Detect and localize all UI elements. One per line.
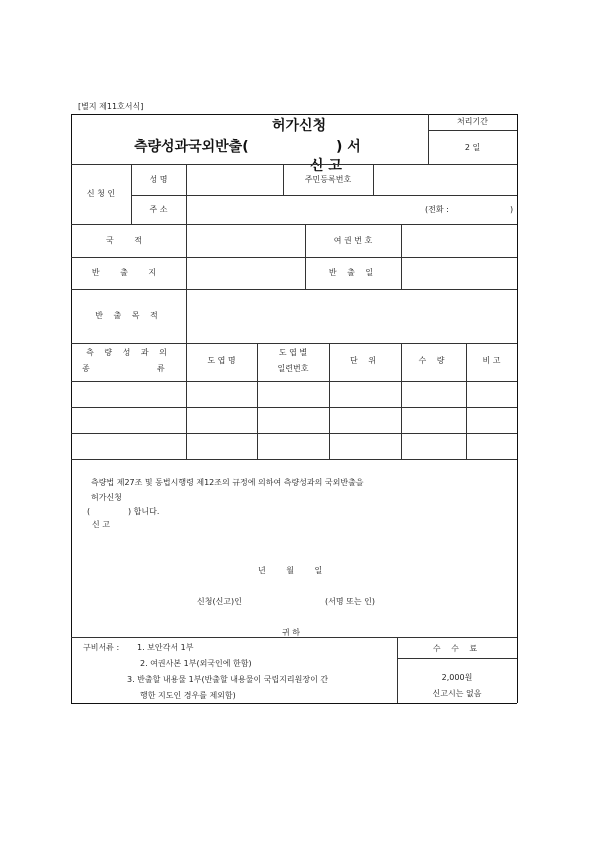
resident-number-label: 주민등록번호 [304,175,352,184]
header-quantity: 수 량 [418,356,449,365]
processing-value: 2 일 [464,143,481,152]
applicant-sign-label: 신청(신고)인 [197,597,242,606]
export-purpose-label: 반 출 목 적 [95,311,162,320]
form-title: 측량성과국외반출( [134,139,249,155]
fee-note: 신고시는 없음 [432,689,482,698]
declaration-line3b: ) 합니다. [128,507,160,516]
table-row[interactable] [72,408,516,432]
title-line3: 신 고 [310,158,342,174]
phone-close: ) [510,205,514,214]
name-field[interactable] [187,165,282,194]
name-label: 성 명 [149,175,168,184]
header-kind-line1: 측 량 성 과 의 [86,348,171,357]
processing-label: 처리기간 [457,117,488,126]
nationality-label: 국 적 [106,236,151,245]
header-kind-line2b: 류 [157,364,165,373]
addressee: 귀 하 [282,628,300,637]
nationality-field[interactable] [187,225,304,256]
header-kind-line2a: 종 [82,364,90,373]
applicant-name-field[interactable] [260,594,322,608]
title-line1: 허가신청 [272,118,327,134]
applicant-label: 신 청 인 [86,189,116,198]
table-row[interactable] [72,434,516,458]
resident-number-field[interactable] [374,165,516,194]
header-map-serial-line2: 일련번호 [277,364,309,373]
declaration-line4: 신 고 [92,520,110,529]
header-map-serial-line1: 도 엽 별 [278,348,308,357]
form-number: [별지 제11호서식] [78,102,144,111]
passport-field[interactable] [402,225,516,256]
header-unit: 단 위 [350,356,380,365]
form-title-suffix: ) 서 [336,139,361,155]
declaration-line3a: ( [87,507,91,516]
documents-prefix: 구비서류 : [83,643,120,652]
table-row[interactable] [72,382,516,406]
signature-label: (서명 또는 인) [325,597,375,606]
document-item-1: 1. 보안각서 1부 [137,643,194,652]
title-line3-clip [300,157,360,174]
declaration-line2: 허가신청 [91,493,122,502]
export-date-label: 반 출 일 [328,268,378,277]
export-place-label: 반 출 지 [91,268,166,277]
fee-label: 수 수 료 [432,644,482,653]
export-place-field[interactable] [187,258,304,288]
document-item-3-line1: 3. 반출할 내용물 1부(반출할 내용물이 국립지리원장이 간 [127,675,329,684]
header-remarks: 비 고 [482,356,501,365]
declaration-line1: 측량법 제27조 및 동법시행령 제12조의 규정에 의하여 측량성과의 국외반출을 [91,478,364,487]
address-field[interactable] [187,196,422,223]
document-item-2: 2. 여권사본 1부(외국인에 한함) [140,659,252,668]
phone-label: (전화 : [425,205,449,214]
export-date-field[interactable] [402,258,516,288]
passport-label: 여 권 번 호 [333,236,373,245]
address-label: 주 소 [149,205,168,214]
application-date: 년 월 일 [258,566,332,575]
document-item-3-line2: 행한 지도인 경우를 제외함) [140,691,236,700]
export-purpose-field[interactable] [187,290,516,342]
header-map-name: 도 엽 명 [207,356,236,365]
fee-amount: 2,000원 [441,673,473,682]
